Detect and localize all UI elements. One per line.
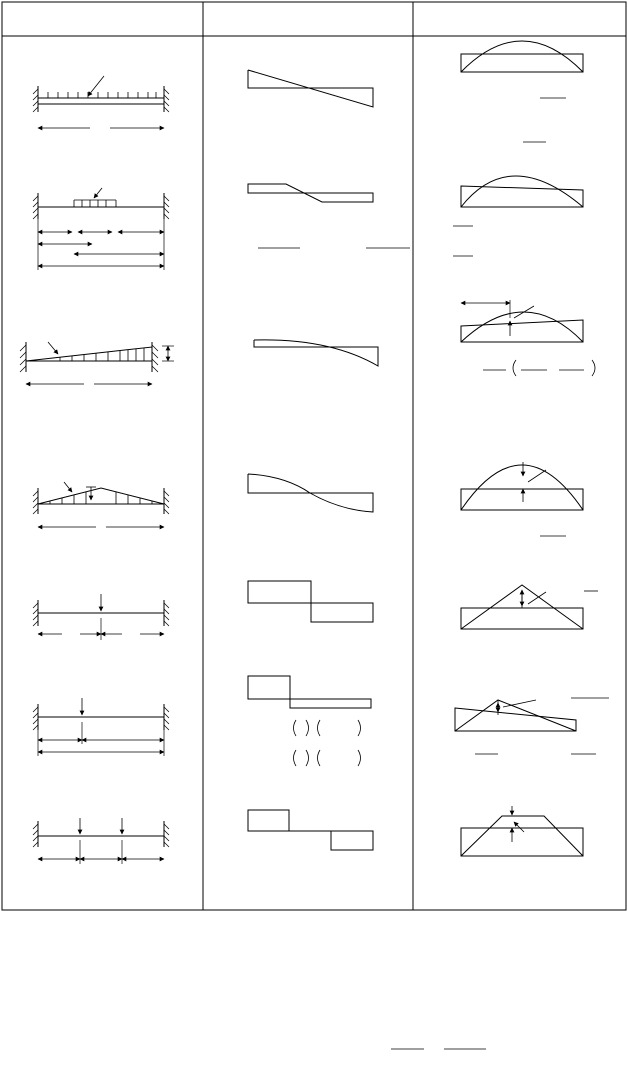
row-4 bbox=[33, 462, 583, 536]
moment-diagram bbox=[461, 41, 583, 142]
shear-diagram bbox=[248, 474, 373, 512]
moment-diagram bbox=[461, 585, 598, 629]
load-diagram bbox=[33, 594, 169, 640]
shear-diagram bbox=[248, 676, 371, 766]
moment-diagram bbox=[455, 698, 609, 754]
load-diagram bbox=[33, 818, 169, 864]
load-diagram bbox=[33, 76, 169, 128]
row-1 bbox=[33, 41, 583, 142]
shear-diagram bbox=[248, 70, 373, 107]
row-5 bbox=[33, 581, 598, 640]
moment-diagram bbox=[461, 806, 583, 856]
load-diagram bbox=[33, 698, 169, 756]
moment-diagram bbox=[461, 462, 583, 536]
row-6 bbox=[33, 676, 609, 766]
shear-diagram bbox=[254, 340, 378, 366]
shear-diagram bbox=[248, 184, 410, 248]
moment-diagram bbox=[453, 176, 583, 256]
row-7 bbox=[33, 806, 583, 864]
table-frame bbox=[2, 2, 626, 910]
shear-diagram bbox=[248, 581, 373, 622]
row-3 bbox=[20, 300, 595, 384]
shear-diagram bbox=[248, 810, 373, 850]
load-diagram bbox=[20, 342, 174, 384]
load-diagram bbox=[33, 188, 169, 270]
moment-diagram bbox=[461, 300, 595, 376]
row-2 bbox=[33, 176, 583, 270]
load-diagram bbox=[33, 482, 169, 527]
